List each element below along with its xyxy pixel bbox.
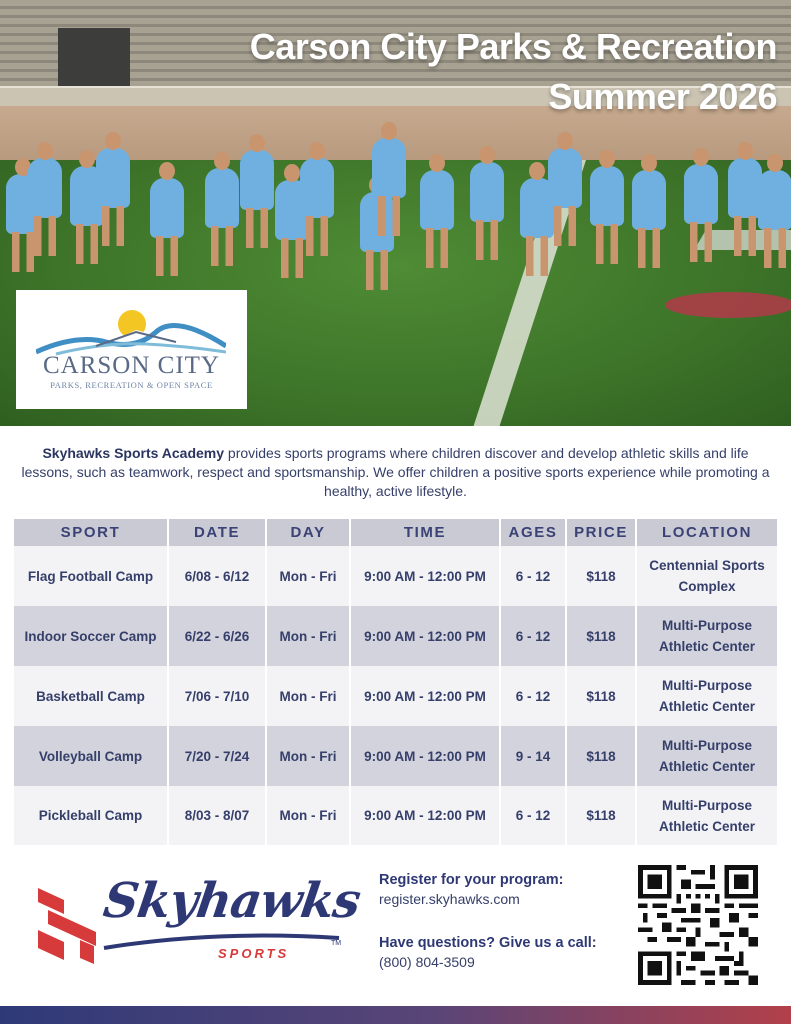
cell-sport: Flag Football Camp — [14, 546, 168, 606]
cell-price: $118 — [566, 786, 636, 845]
running-children — [0, 118, 791, 308]
cell-sport: Indoor Soccer Camp — [14, 606, 168, 666]
intro-brand: Skyhawks Sports Academy — [42, 445, 225, 461]
cell-day: Mon - Fri — [266, 546, 350, 606]
cell-sport: Basketball Camp — [14, 666, 168, 726]
cell-day: Mon - Fri — [266, 666, 350, 726]
register-url[interactable]: register.skyhawks.com — [379, 891, 520, 907]
table-row — [14, 786, 777, 845]
location-line2: Athletic Center — [658, 639, 756, 654]
cell-location — [636, 666, 777, 726]
hero-title-line1: Carson City Parks & Recreation — [249, 26, 777, 67]
header-price: PRICE — [566, 519, 636, 546]
cell-time: 9:00 AM - 12:00 PM — [350, 606, 500, 666]
header-date: DATE — [168, 519, 266, 546]
location-line1: Multi-Purpose — [662, 738, 752, 753]
location-line1: Multi-Purpose — [662, 797, 752, 813]
location-line1: Multi-Purpose — [662, 618, 752, 633]
skyhawks-sports-label: SPORTS — [218, 946, 290, 961]
cell-location — [636, 546, 777, 606]
cell-day: Mon - Fri — [266, 726, 350, 786]
cell-date: 7/20 - 7/24 — [168, 726, 266, 786]
cell-time: 9:00 AM - 12:00 PM — [350, 786, 500, 845]
cell-date: 7/06 - 7/10 — [168, 666, 266, 726]
hero-title-line2: Summer 2026 — [548, 76, 777, 117]
cell-sport: Pickleball Camp — [14, 786, 168, 845]
stadium-tunnel — [58, 28, 130, 86]
header-sport: SPORT — [14, 519, 168, 546]
register-heading: Register for your program: — [379, 872, 564, 888]
skyhawks-wordmark: Skyhawks — [100, 873, 364, 929]
cell-time: 9:00 AM - 12:00 PM — [350, 726, 500, 786]
location-line2: Athletic Center — [658, 699, 756, 714]
header-day: DAY — [266, 519, 350, 546]
location-line2: Athletic Center — [658, 759, 756, 774]
questions-heading: Have questions? Give us a call: — [379, 935, 597, 951]
table-row — [14, 726, 777, 786]
table-row — [14, 666, 777, 726]
qr-code-icon[interactable] — [638, 865, 758, 985]
cell-location — [636, 606, 777, 666]
cell-date: 6/08 - 6/12 — [168, 546, 266, 606]
cell-date: 6/22 - 6/26 — [168, 606, 266, 666]
cell-ages: 6 - 12 — [500, 546, 566, 606]
cell-price: $118 — [566, 666, 636, 726]
mountain-sun-icon — [36, 308, 226, 356]
intro-paragraph — [20, 444, 771, 501]
cell-price: $118 — [566, 546, 636, 606]
carson-city-logo — [16, 290, 247, 409]
hero-title — [250, 22, 777, 122]
cell-price: $118 — [566, 726, 636, 786]
skyhawks-trademark: TM — [331, 940, 342, 947]
cell-ages: 6 - 12 — [500, 666, 566, 726]
bottom-color-bar — [0, 1006, 791, 1024]
table-row — [14, 546, 777, 606]
cell-time: 9:00 AM - 12:00 PM — [350, 666, 500, 726]
location-line1: Multi-Purpose — [662, 678, 752, 693]
header-time: TIME — [350, 519, 500, 546]
schedule-table — [14, 519, 777, 845]
cell-location — [636, 726, 777, 786]
location-line2: Athletic Center — [658, 818, 756, 834]
registration-info — [379, 871, 619, 972]
location-line1: Centennial Sports — [649, 558, 765, 573]
cell-location — [636, 786, 777, 845]
table-header-row — [14, 519, 777, 546]
cell-price: $118 — [566, 606, 636, 666]
header-location: LOCATION — [636, 519, 777, 546]
header-ages: AGES — [500, 519, 566, 546]
carson-city-subtitle: PARKS, RECREATION & OPEN SPACE — [50, 380, 213, 390]
hero-photo — [0, 0, 791, 426]
cell-date: 8/03 - 8/07 — [168, 786, 266, 845]
cell-ages: 6 - 12 — [500, 606, 566, 666]
phone-number[interactable]: (800) 804-3509 — [379, 954, 475, 970]
cell-time: 9:00 AM - 12:00 PM — [350, 546, 500, 606]
carson-city-name: CARSON CITY — [43, 352, 220, 379]
cell-ages: 9 - 14 — [500, 726, 566, 786]
location-line2: Complex — [678, 579, 736, 594]
cell-day: Mon - Fri — [266, 786, 350, 845]
table-row — [14, 606, 777, 666]
cell-day: Mon - Fri — [266, 606, 350, 666]
cell-ages: 6 - 12 — [500, 786, 566, 845]
cell-sport: Volleyball Camp — [14, 726, 168, 786]
intro-text: provides sports programs where children discover and develop athletic skills and life lessons, such as teamwork, respect and sportsmanship. We offer children a positive sports experience while promoting a healthy, active lifestyle. — [21, 445, 770, 499]
